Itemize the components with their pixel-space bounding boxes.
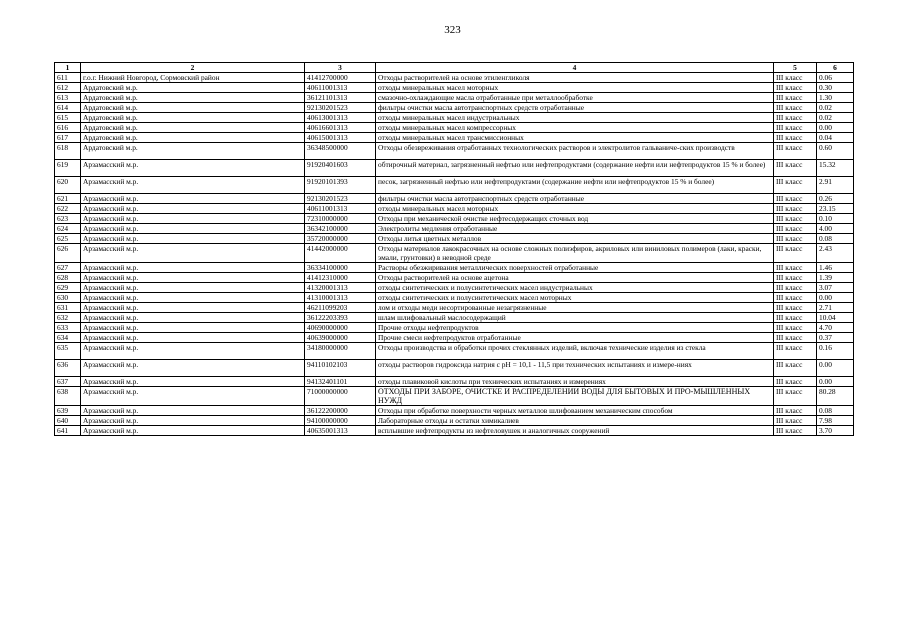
municipality-cell: Ардатовский м.р. [81, 113, 305, 123]
waste-name-cell: всплывшие нефтепродукты из нефтеловушек и аналогичных сооружений [376, 426, 774, 436]
row-number-cell: 622 [55, 204, 81, 214]
hazard-class-cell: III класс [774, 283, 817, 293]
row-number-cell: 631 [55, 303, 81, 313]
table-row [55, 360, 854, 377]
waste-name-cell: отходы минеральных масел трансмиссионных [376, 133, 774, 143]
amount-cell: 0.04 [817, 133, 854, 143]
amount-cell: 0.00 [817, 123, 854, 133]
waste-name-cell: Отходы материалов лакокрасочных на основе сложных полиэфиров, акриловых или виниловых полимеров (лаки, краски, эмали, грунтовки) в неводной среде [376, 244, 774, 263]
table-row [55, 426, 854, 436]
table-row [55, 93, 854, 103]
amount-cell: 10.04 [817, 313, 854, 323]
municipality-cell: Ардатовский м.р. [81, 93, 305, 103]
waste-code-cell: 36122200000 [305, 406, 376, 416]
table-row [55, 73, 854, 83]
waste-name-cell: Отходы при обработке поверхности черных металлов шлифованием механическим способом [376, 406, 774, 416]
row-number-cell: 629 [55, 283, 81, 293]
table-row [55, 387, 854, 406]
row-number-cell: 637 [55, 377, 81, 387]
waste-name-cell: Лабораторные отходы и остатки химикалиев [376, 416, 774, 426]
row-number-cell: 633 [55, 323, 81, 333]
hazard-class-cell: III класс [774, 343, 817, 360]
waste-code-cell: 91920101393 [305, 177, 376, 194]
amount-cell: 1.39 [817, 273, 854, 283]
hazard-class-cell: III класс [774, 323, 817, 333]
waste-name-cell: отходы минеральных масел индустриальных [376, 113, 774, 123]
amount-cell: 2.91 [817, 177, 854, 194]
column-header: 2 [81, 63, 305, 73]
waste-code-cell: 40615001313 [305, 133, 376, 143]
waste-name-cell: Отходы растворителей на основе ацетона [376, 273, 774, 283]
waste-name-cell: отходы синтетических и полусинтетических масел индустриальных [376, 283, 774, 293]
row-number-cell: 619 [55, 160, 81, 177]
waste-code-cell: 41320001313 [305, 283, 376, 293]
amount-cell: 0.16 [817, 343, 854, 360]
amount-cell: 0.02 [817, 103, 854, 113]
waste-code-cell: 40613001313 [305, 113, 376, 123]
hazard-class-cell: III класс [774, 204, 817, 214]
table-row [55, 83, 854, 93]
waste-code-cell: 41310001313 [305, 293, 376, 303]
row-number-cell: 613 [55, 93, 81, 103]
hazard-class-cell: III класс [774, 73, 817, 83]
amount-cell: 0.00 [817, 360, 854, 377]
row-number-cell: 634 [55, 333, 81, 343]
row-number-cell: 624 [55, 224, 81, 234]
table-row [55, 293, 854, 303]
table-row [55, 194, 854, 204]
table-row [55, 103, 854, 113]
municipality-cell: Арзамасский м.р. [81, 273, 305, 283]
hazard-class-cell: III класс [774, 234, 817, 244]
waste-name-cell: Отходы растворителей на основе этиленгликоля [376, 73, 774, 83]
waste-name-cell: Отходы при механической очистке нефтесодержащих сточных вод [376, 214, 774, 224]
row-number-cell: 625 [55, 234, 81, 244]
row-number-cell: 616 [55, 123, 81, 133]
table-row [55, 160, 854, 177]
waste-name-cell: отходы минеральных масел компрессорных [376, 123, 774, 133]
waste-name-cell: шлам шлифовальный маслосодержащий [376, 313, 774, 323]
waste-code-cell: 72310000000 [305, 214, 376, 224]
municipality-cell: Ардатовский м.р. [81, 83, 305, 93]
waste-code-cell: 41442000000 [305, 244, 376, 263]
hazard-class-cell: III класс [774, 103, 817, 113]
municipality-cell: Арзамасский м.р. [81, 194, 305, 204]
waste-name-cell: смазочно-охлаждающие масла отработанные при металлообработке [376, 93, 774, 103]
amount-cell: 2.43 [817, 244, 854, 263]
table-row [55, 303, 854, 313]
waste-name-cell: Отходы литья цветных металлов [376, 234, 774, 244]
row-number-cell: 627 [55, 263, 81, 273]
table-row [55, 343, 854, 360]
amount-cell: 0.08 [817, 234, 854, 244]
amount-cell: 0.60 [817, 143, 854, 160]
hazard-class-cell: III класс [774, 273, 817, 283]
municipality-cell: Арзамасский м.р. [81, 387, 305, 406]
municipality-cell: Ардатовский м.р. [81, 133, 305, 143]
waste-code-cell: 41412310000 [305, 273, 376, 283]
row-number-cell: 628 [55, 273, 81, 283]
municipality-cell: Арзамасский м.р. [81, 214, 305, 224]
waste-code-cell: 94110102103 [305, 360, 376, 377]
table-row [55, 224, 854, 234]
amount-cell: 0.10 [817, 214, 854, 224]
municipality-cell: Арзамасский м.р. [81, 234, 305, 244]
waste-code-cell: 35720000000 [305, 234, 376, 244]
waste-code-cell: 94132401101 [305, 377, 376, 387]
municipality-cell: Арзамасский м.р. [81, 177, 305, 194]
waste-code-cell: 40611001313 [305, 83, 376, 93]
municipality-cell: Арзамасский м.р. [81, 303, 305, 313]
waste-code-cell: 36342100000 [305, 224, 376, 234]
amount-cell: 80.28 [817, 387, 854, 406]
row-number-cell: 638 [55, 387, 81, 406]
hazard-class-cell: III класс [774, 303, 817, 313]
waste-table [54, 62, 854, 436]
hazard-class-cell: III класс [774, 333, 817, 343]
table-body [55, 73, 854, 436]
hazard-class-cell: III класс [774, 377, 817, 387]
hazard-class-cell: III класс [774, 263, 817, 273]
waste-code-cell: 36122203393 [305, 313, 376, 323]
municipality-cell: Арзамасский м.р. [81, 406, 305, 416]
waste-code-cell: 41412700000 [305, 73, 376, 83]
amount-cell: 0.06 [817, 73, 854, 83]
amount-cell: 4.00 [817, 224, 854, 234]
waste-name-cell: фильтры очистки масла автотранспортных средств отработанные [376, 194, 774, 204]
amount-cell: 3.07 [817, 283, 854, 293]
table-header-row [55, 63, 854, 73]
waste-code-cell: 40690000000 [305, 323, 376, 333]
waste-name-cell: Отходы производства и обработки прочих стеклянных изделий, включая технические изделия из стекла [376, 343, 774, 360]
waste-code-cell: 94100000000 [305, 416, 376, 426]
hazard-class-cell: III класс [774, 160, 817, 177]
amount-cell: 0.02 [817, 113, 854, 123]
waste-name-cell: ОТХОДЫ ПРИ ЗАБОРЕ, ОЧИСТКЕ И РАСПРЕДЕЛЕНИИ ВОДЫ ДЛЯ БЫТОВЫХ И ПРО-МЫШЛЕННЫХ НУЖД [376, 387, 774, 406]
waste-code-cell: 46211099203 [305, 303, 376, 313]
hazard-class-cell: III класс [774, 93, 817, 103]
column-header: 3 [305, 63, 376, 73]
municipality-cell: Арзамасский м.р. [81, 204, 305, 214]
amount-cell: 3.70 [817, 426, 854, 436]
municipality-cell: Ардатовский м.р. [81, 103, 305, 113]
column-header: 1 [55, 63, 81, 73]
row-number-cell: 615 [55, 113, 81, 123]
column-header: 5 [774, 63, 817, 73]
amount-cell: 0.26 [817, 194, 854, 204]
amount-cell: 7.98 [817, 416, 854, 426]
waste-code-cell: 40611001313 [305, 204, 376, 214]
column-header: 4 [376, 63, 774, 73]
amount-cell: 1.30 [817, 93, 854, 103]
municipality-cell: Арзамасский м.р. [81, 416, 305, 426]
column-header: 6 [817, 63, 854, 73]
table-row [55, 323, 854, 333]
waste-code-cell: 40639000000 [305, 333, 376, 343]
row-number-cell: 611 [55, 73, 81, 83]
hazard-class-cell: III класс [774, 293, 817, 303]
municipality-cell: Арзамасский м.р. [81, 263, 305, 273]
row-number-cell: 621 [55, 194, 81, 204]
row-number-cell: 641 [55, 426, 81, 436]
waste-code-cell: 71000000000 [305, 387, 376, 406]
row-number-cell: 620 [55, 177, 81, 194]
waste-name-cell: песок, загрязненный нефтью или нефтепродуктами (содержание нефти или нефтепродуктов 15 % и более) [376, 177, 774, 194]
municipality-cell: Арзамасский м.р. [81, 343, 305, 360]
table-row [55, 234, 854, 244]
hazard-class-cell: III класс [774, 83, 817, 93]
table-row [55, 133, 854, 143]
amount-cell: 0.37 [817, 333, 854, 343]
table-row [55, 113, 854, 123]
municipality-cell: Арзамасский м.р. [81, 360, 305, 377]
table-row [55, 214, 854, 224]
row-number-cell: 626 [55, 244, 81, 263]
waste-name-cell: отходы синтетических и полусинтетических масел моторных [376, 293, 774, 303]
municipality-cell: Арзамасский м.р. [81, 377, 305, 387]
table-row [55, 177, 854, 194]
amount-cell: 0.08 [817, 406, 854, 416]
hazard-class-cell: III класс [774, 113, 817, 123]
hazard-class-cell: III класс [774, 360, 817, 377]
table-row [55, 416, 854, 426]
amount-cell: 2.71 [817, 303, 854, 313]
waste-code-cell: 40635001313 [305, 426, 376, 436]
amount-cell: 23.15 [817, 204, 854, 214]
waste-name-cell: Растворы обезжиривания металлических поверхностей отработанные [376, 263, 774, 273]
waste-name-cell: отходы минеральных масел моторных [376, 83, 774, 93]
waste-name-cell: отходы растворов гидроксида натрия с pH = 10,1 - 11,5 при технических испытаниях и измере-ниях [376, 360, 774, 377]
table-row [55, 283, 854, 293]
amount-cell: 0.30 [817, 83, 854, 93]
waste-name-cell: Отходы обезвреживания отработанных технологических растворов и электролитов гальваниче-ских производств [376, 143, 774, 160]
row-number-cell: 618 [55, 143, 81, 160]
hazard-class-cell: III класс [774, 406, 817, 416]
row-number-cell: 617 [55, 133, 81, 143]
waste-name-cell: отходы минеральных масел моторных [376, 204, 774, 214]
amount-cell: 1.46 [817, 263, 854, 273]
waste-code-cell: 36334100000 [305, 263, 376, 273]
table-row [55, 143, 854, 160]
waste-name-cell: Прочие смеси нефтепродуктов отработанные [376, 333, 774, 343]
municipality-cell: Арзамасский м.р. [81, 426, 305, 436]
row-number-cell: 612 [55, 83, 81, 93]
table-row [55, 263, 854, 273]
row-number-cell: 632 [55, 313, 81, 323]
municipality-cell: Арзамасский м.р. [81, 333, 305, 343]
table-row [55, 406, 854, 416]
waste-code-cell: 91920401603 [305, 160, 376, 177]
hazard-class-cell: III класс [774, 426, 817, 436]
municipality-cell: Арзамасский м.р. [81, 323, 305, 333]
amount-cell: 0.00 [817, 377, 854, 387]
table-row [55, 204, 854, 214]
table-row [55, 333, 854, 343]
waste-name-cell: Электролиты медления отработанные [376, 224, 774, 234]
municipality-cell: Арзамасский м.р. [81, 293, 305, 303]
table-row [55, 123, 854, 133]
municipality-cell: Арзамасский м.р. [81, 313, 305, 323]
waste-name-cell: обтирочный материал, загрязненный нефтью или нефтепродуктами (содержание нефти или нефтепродуктов 15 % и более) [376, 160, 774, 177]
municipality-cell: Ардатовский м.р. [81, 123, 305, 133]
table-row [55, 244, 854, 263]
amount-cell: 0.00 [817, 293, 854, 303]
waste-name-cell: отходы плавиковой кислоты при технических испытаниях и измерениях [376, 377, 774, 387]
row-number-cell: 630 [55, 293, 81, 303]
page-number: 323 [444, 24, 461, 36]
row-number-cell: 614 [55, 103, 81, 113]
waste-code-cell: 92130201523 [305, 194, 376, 204]
municipality-cell: Арзамасский м.р. [81, 160, 305, 177]
hazard-class-cell: III класс [774, 387, 817, 406]
table-row [55, 313, 854, 323]
hazard-class-cell: III класс [774, 416, 817, 426]
hazard-class-cell: III класс [774, 143, 817, 160]
hazard-class-cell: III класс [774, 123, 817, 133]
row-number-cell: 623 [55, 214, 81, 224]
hazard-class-cell: III класс [774, 177, 817, 194]
municipality-cell: г.о.г. Нижний Новгород, Сормовский район [81, 73, 305, 83]
municipality-cell: Арзамасский м.р. [81, 224, 305, 234]
row-number-cell: 639 [55, 406, 81, 416]
municipality-cell: Ардатовский м.р. [81, 143, 305, 160]
hazard-class-cell: III класс [774, 244, 817, 263]
hazard-class-cell: III класс [774, 313, 817, 323]
amount-cell: 4.70 [817, 323, 854, 333]
waste-code-cell: 36121101313 [305, 93, 376, 103]
hazard-class-cell: III класс [774, 133, 817, 143]
municipality-cell: Арзамасский м.р. [81, 244, 305, 263]
table-row [55, 377, 854, 387]
hazard-class-cell: III класс [774, 214, 817, 224]
municipality-cell: Арзамасский м.р. [81, 283, 305, 293]
hazard-class-cell: III класс [774, 194, 817, 204]
waste-name-cell: Прочие отходы нефтепродуктов [376, 323, 774, 333]
row-number-cell: 635 [55, 343, 81, 360]
waste-code-cell: 34180000000 [305, 343, 376, 360]
waste-code-cell: 92130201523 [305, 103, 376, 113]
waste-name-cell: лом и отходы меди несортированные незагрязненные [376, 303, 774, 313]
hazard-class-cell: III класс [774, 224, 817, 234]
amount-cell: 15.32 [817, 160, 854, 177]
waste-name-cell: фильтры очистки масла автотранспортных средств отработанные [376, 103, 774, 113]
row-number-cell: 640 [55, 416, 81, 426]
waste-code-cell: 36348500000 [305, 143, 376, 160]
table-row [55, 273, 854, 283]
row-number-cell: 636 [55, 360, 81, 377]
waste-code-cell: 40616601313 [305, 123, 376, 133]
